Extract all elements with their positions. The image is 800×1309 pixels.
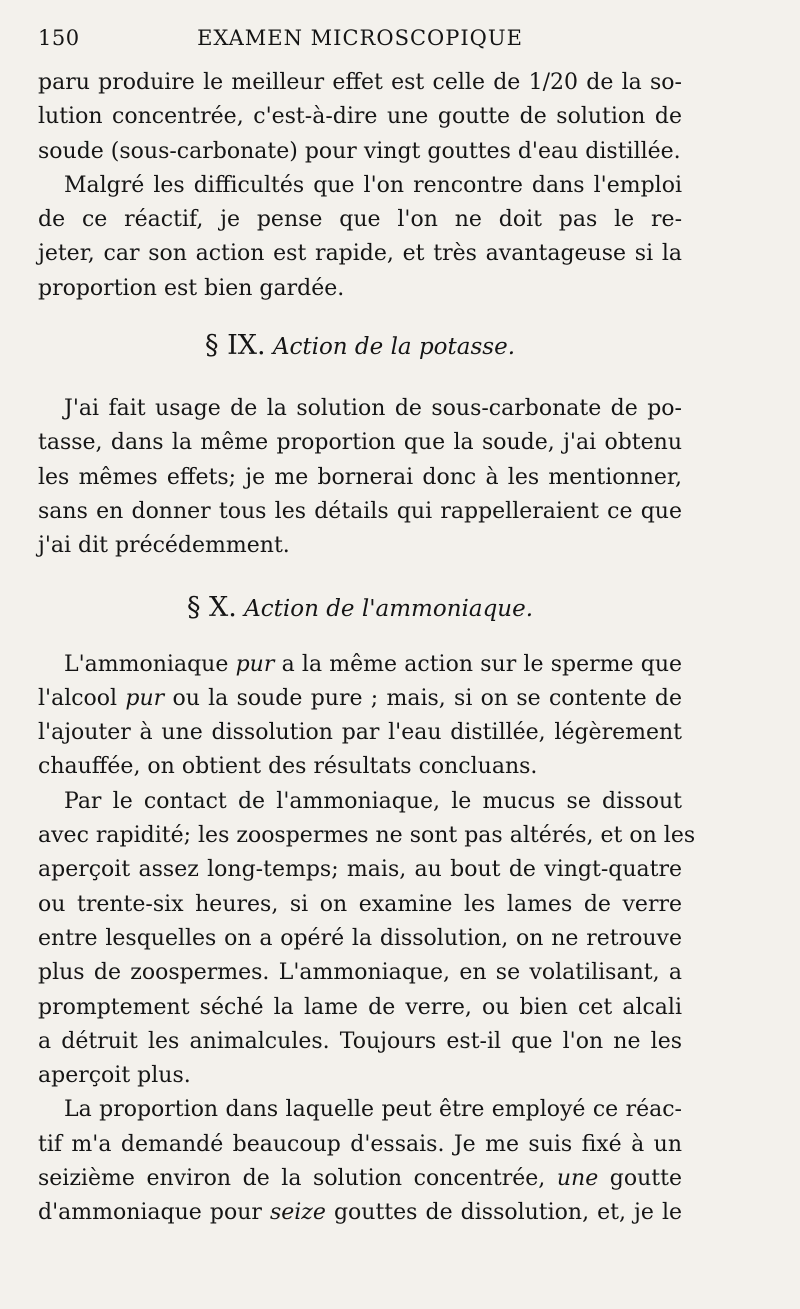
- running-title: EXAMEN MICROSCOPIQUE: [197, 26, 523, 50]
- text-line: j'ai dit précédemment.: [38, 533, 290, 559]
- section-heading-10: [38, 586, 682, 630]
- text-line: d'ammoniaque pour seize gouttes de dissolution, et, je le: [38, 1200, 683, 1226]
- paragraph-6: [38, 1093, 682, 1230]
- text-line: plus de zoospermes. L'ammoniaque, en se volatilisant, a: [38, 960, 682, 986]
- text-line: ou trente-six heures, si on examine les lames de verre: [38, 891, 682, 917]
- text-line: tasse, dans la même proportion que la soude, j'ai obtenu: [38, 430, 682, 456]
- text-line: lution concentrée, c'est-à-dire une goutte de solution de: [38, 104, 682, 130]
- text-line: tif m'a demandé beaucoup d'essais. Je me suis fixé à un: [38, 1131, 682, 1157]
- paragraph-5: [38, 785, 696, 1094]
- text-line: soude (sous-carbonate) pour vingt gouttes d'eau distillée.: [38, 138, 681, 164]
- text-line: Par le contact de l'ammoniaque, le mucus se dissout: [64, 788, 682, 814]
- text-line: chauffée, on obtient des résultats concluans.: [38, 754, 538, 780]
- section-number: § IX.: [204, 330, 266, 362]
- paragraph-2: [38, 169, 682, 306]
- text-line: les mêmes effets; je me bornerai donc à les mentionner,: [38, 464, 682, 490]
- page-number: 150: [38, 26, 80, 50]
- text-line: L'ammoniaque pur a la même action sur le sperme que: [64, 651, 683, 677]
- text-line: avec rapidité; les zoospermes ne sont pas altérés, et on les: [38, 823, 696, 849]
- paragraph-3: [38, 392, 682, 563]
- text-line: promptement séché la lame de verre, ou bien cet alcali: [38, 994, 682, 1020]
- section-title: Action de la potasse.: [272, 334, 515, 361]
- text-line: aperçoit plus.: [38, 1063, 191, 1089]
- section-heading-9: [38, 322, 682, 370]
- text-line: entre lesquelles on a opéré la dissolution, on ne retrouve: [38, 925, 682, 951]
- text-line: l'alcool pur ou la soude pure ; mais, si on se contente de: [38, 685, 682, 711]
- paragraph-1: [38, 66, 682, 169]
- text-line: a détruit les animalcules. Toujours est-il que l'on ne les: [38, 1028, 682, 1054]
- text-line: seizième environ de la solution concentrée, une goutte: [38, 1166, 682, 1192]
- text-line: proportion est bien gardée.: [38, 275, 345, 301]
- page-header: [38, 26, 682, 66]
- body-text: [38, 66, 696, 1231]
- text-line: jeter, car son action est rapide, et très avantageuse si la: [38, 241, 682, 267]
- book-page: [38, 26, 696, 1231]
- text-line: Malgré les difficultés que l'on rencontre dans l'emploi: [64, 172, 682, 198]
- section-title: Action de l'ammoniaque.: [244, 595, 534, 622]
- paragraph-4: [38, 648, 682, 785]
- text-line: l'ajouter à une dissolution par l'eau distillée, légèrement: [38, 720, 682, 746]
- text-line: aperçoit assez long-temps; mais, au bout de vingt-quatre: [38, 857, 682, 883]
- text-line: La proportion dans laquelle peut être employé ce réac-: [64, 1097, 682, 1123]
- text-line: de ce réactif, je pense que l'on ne doit pas le re-: [38, 207, 682, 233]
- text-line: J'ai fait usage de la solution de sous-carbonate de po-: [64, 396, 682, 422]
- text-line: sans en donner tous les détails qui rappelleraient ce que: [38, 498, 682, 524]
- section-number: § X.: [186, 591, 237, 623]
- text-line: paru produire le meilleur effet est celle de 1/20 de la so-: [38, 70, 682, 95]
